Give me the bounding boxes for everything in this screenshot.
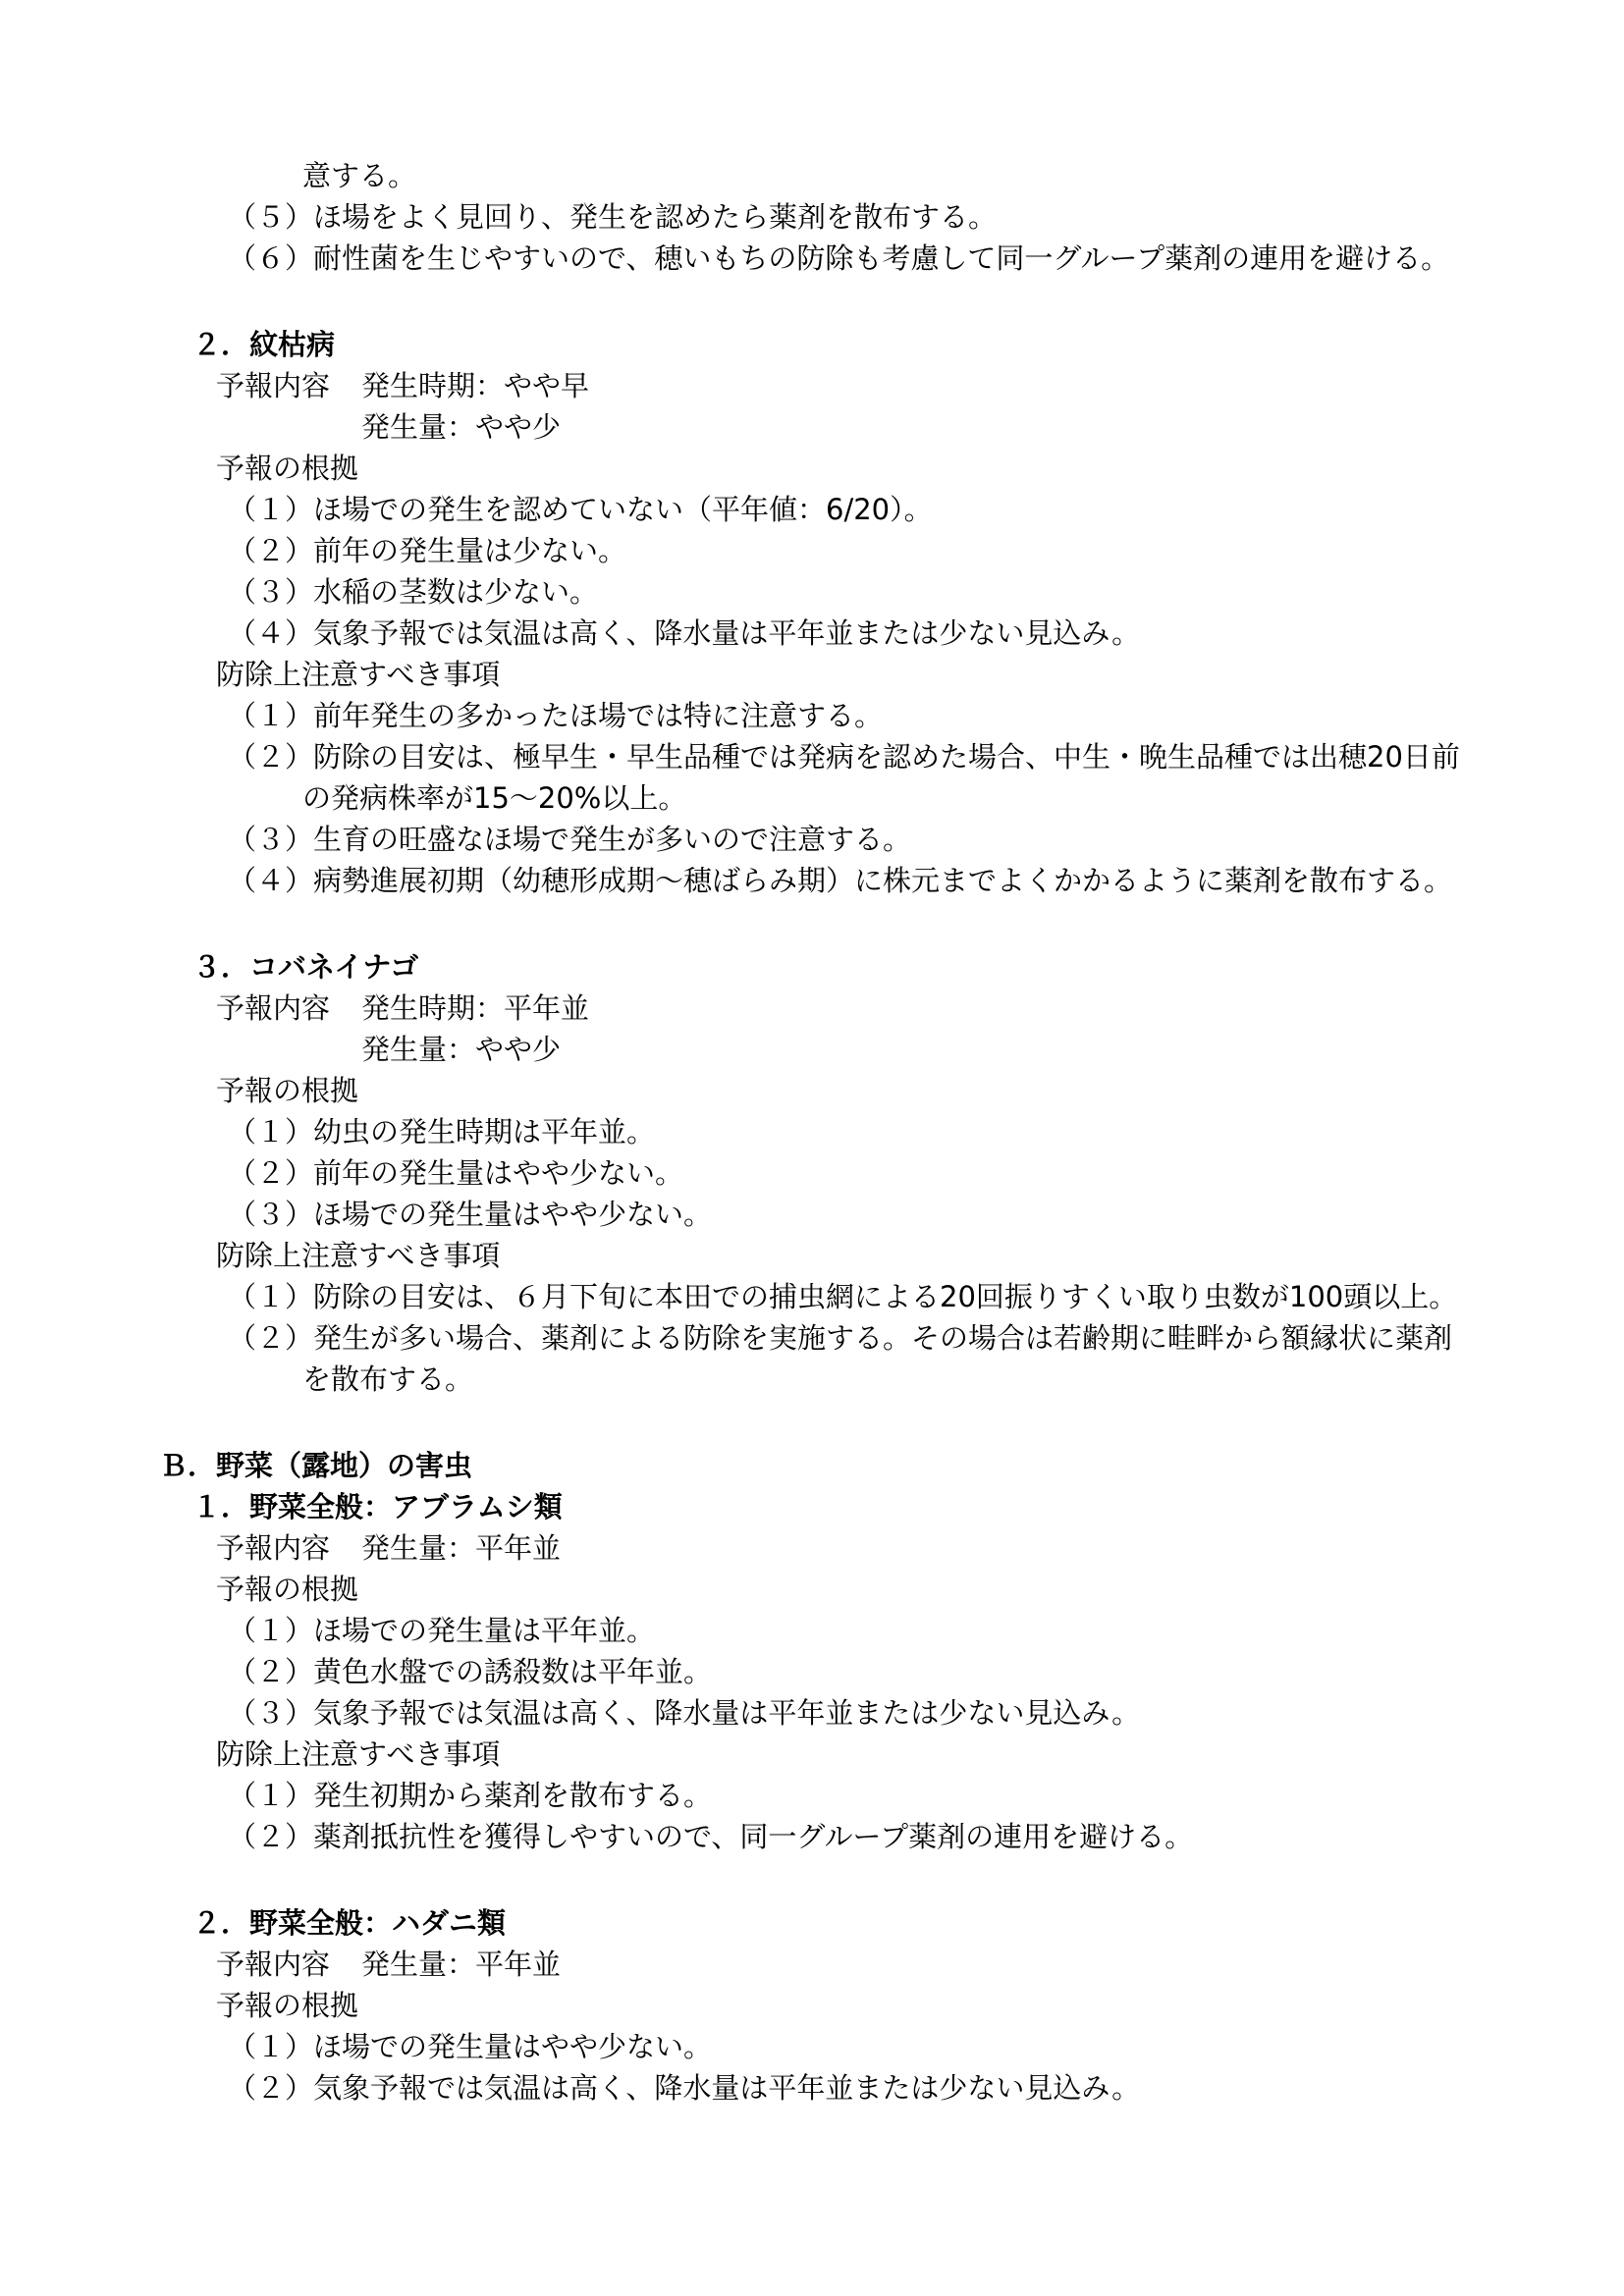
list-item: （１）発生初期から薬剤を散布する。 — [228, 1779, 713, 1812]
list-item: （２）黄色水盤での誘殺数は平年並。 — [228, 1655, 713, 1688]
subheading: 予報の根拠 — [216, 1989, 359, 2022]
list-item: （３）生育の旺盛なほ場で発生が多いので注意する。 — [228, 823, 912, 856]
list-item: （４）気象予報では気温は高く、降水量は平年並または少ない見込み。 — [228, 616, 1141, 650]
subheading: 予報の根拠 — [216, 1074, 359, 1107]
part-heading: Ｂ．野菜（露地）の害虫 — [159, 1449, 473, 1482]
forecast-value: 発生量：やや少 — [361, 1033, 562, 1066]
forecast-value: 発生量：平年並 — [361, 1531, 562, 1565]
list-item: （２）気象予報では気温は高く、降水量は平年並または少ない見込み。 — [228, 2071, 1141, 2105]
subheading: 防除上注意すべき事項 — [216, 1737, 501, 1771]
forecast-value: 発生量：やや少 — [361, 410, 562, 444]
list-item: （２）防除の目安は、極早生・早生品種では発病を認めた場合、中生・晩生品種では出穂20日前 — [228, 740, 1460, 774]
subheading: 予報の根拠 — [216, 452, 359, 485]
text-line: 意する。 — [302, 159, 417, 192]
section-heading: １．野菜全般：アブラムシ類 — [192, 1490, 563, 1523]
list-item: （２）前年の発生量は少ない。 — [228, 534, 627, 567]
subheading: 防除上注意すべき事項 — [216, 658, 501, 691]
section-heading: ２．野菜全般：ハダニ類 — [192, 1906, 507, 1940]
list-item: （１）ほ場での発生量はやや少ない。 — [228, 2030, 713, 2063]
forecast-value: 発生時期：やや早 — [361, 369, 590, 402]
list-item: （１）前年発生の多かったほ場では特に注意する。 — [228, 699, 884, 732]
list-item: （３）水稲の茎数は少ない。 — [228, 575, 599, 609]
forecast-value: 発生量：平年並 — [361, 1948, 562, 1981]
forecast-label: 予報内容 — [216, 1531, 331, 1565]
subheading: 防除上注意すべき事項 — [216, 1239, 501, 1272]
section-heading: ３．コバネイナゴ — [192, 950, 419, 984]
text-line: の発病株率が15～20%以上。 — [302, 781, 687, 815]
subheading: 予報の根拠 — [216, 1573, 359, 1606]
forecast-label: 予報内容 — [216, 1948, 331, 1981]
forecast-label: 予報内容 — [216, 369, 331, 402]
list-item: （１）防除の目安は、６月下旬に本田での捕虫網による20回振りすくい取り虫数が100頭以上。 — [228, 1280, 1458, 1313]
list-item: （５）ほ場をよく見回り、発生を認めたら薬剤を散布する。 — [228, 200, 998, 234]
list-item: （２）発生が多い場合、薬剤による防除を実施する。その場合は若齢期に畦畔から額縁状に薬剤 — [228, 1321, 1453, 1355]
list-item: （３）ほ場での発生量はやや少ない。 — [228, 1198, 713, 1231]
list-item: （６）耐性菌を生じやすいので、穂いもちの防除も考慮して同一グループ薬剤の連用を避ける。 — [228, 241, 1450, 275]
list-item: （２）薬剤抵抗性を獲得しやすいので、同一グループ薬剤の連用を避ける。 — [228, 1820, 1194, 1853]
section-heading: ２．紋枯病 — [192, 328, 336, 361]
list-item: （１）ほ場での発生量は平年並。 — [228, 1614, 656, 1647]
list-item: （１）ほ場での発生を認めていない（平年値：6/20）。 — [228, 493, 933, 526]
list-item: （１）幼虫の発生時期は平年並。 — [228, 1115, 656, 1148]
list-item: （２）前年の発生量はやや少ない。 — [228, 1156, 684, 1190]
forecast-label: 予報内容 — [216, 991, 331, 1025]
list-item: （３）気象予報では気温は高く、降水量は平年並または少ない見込み。 — [228, 1696, 1141, 1730]
list-item: （４）病勢進展初期（幼穂形成期～穂ばらみ期）に株元までよくかかるように薬剤を散布する。 — [228, 864, 1453, 897]
forecast-value: 発生時期：平年並 — [361, 991, 590, 1025]
text-line: を散布する。 — [302, 1362, 474, 1396]
